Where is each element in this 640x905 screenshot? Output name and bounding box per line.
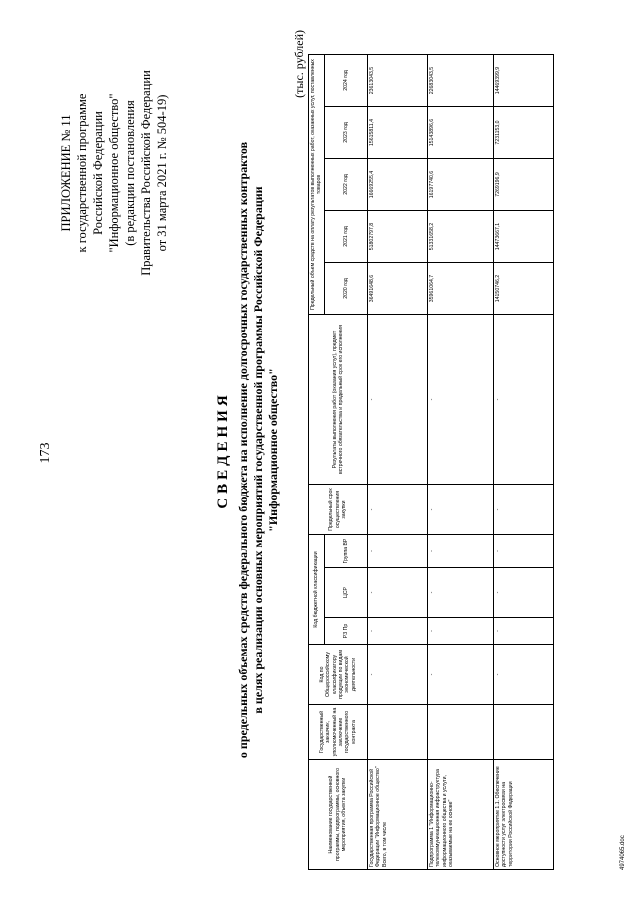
row-csr: - [427, 568, 493, 618]
header-okpd: Код по Общероссийскому классификатору продукции по видам экономической деятельности [309, 645, 368, 705]
appendix-header [58, 23, 170, 323]
header-results: Результаты выполнения работ (оказания услуг), предмет встречного обязательства и предельный срок его исполнения [309, 315, 368, 485]
row-value-2020: 36491648,6 [367, 263, 427, 315]
appendix-line: к государственной программе [75, 93, 89, 253]
title-line: в целях реализации основных мероприятий государственной программы Российской Федерации [251, 186, 265, 714]
row-okpd: - [493, 645, 553, 705]
table-row [427, 55, 493, 870]
header-year-2023: 2023 год [324, 107, 367, 159]
row-name: Государственная программа Российской Федерации "Информационное общество" Всего, в том числе [367, 760, 427, 870]
title-line: "Информационное общество" [266, 368, 280, 532]
title-line: о предельных объемах средств федерального бюджета на исполнение долгосрочных государственных контрактов [236, 141, 250, 759]
row-rz: - [427, 618, 493, 645]
row-customer [493, 705, 553, 760]
header-rz: РЗ Пр [324, 618, 367, 645]
row-results: - [493, 315, 553, 485]
row-deadline: - [493, 485, 553, 535]
row-okpd: - [427, 645, 493, 705]
page-number: 173 [38, 442, 53, 464]
title-body [236, 105, 281, 795]
row-value-2020: 35961064,7 [427, 263, 493, 315]
header-vr: Группа ВР [324, 535, 367, 568]
row-okpd: - [367, 645, 427, 705]
table-row [367, 55, 427, 870]
row-vr: - [367, 535, 427, 568]
row-rz: - [367, 618, 427, 645]
row-value-2021: 51802797,8 [367, 211, 427, 263]
row-value-2024: 22683043,5 [427, 55, 493, 107]
header-volume: Предельный объем средств на оплату результатов выполненных работ, оказанных услуг, поставленных товаров [309, 55, 325, 315]
row-value-2023: 15615811,4 [367, 107, 427, 159]
row-value-2024: 23613043,5 [367, 55, 427, 107]
header-name: Наименование государственной программы, подпрограммы, основного мероприятия, объекта закупки [309, 760, 368, 870]
appendix-line: Правительства Российской Федерации [139, 70, 153, 276]
row-value-2022: 16197740,6 [427, 159, 493, 211]
row-customer [427, 705, 493, 760]
row-value-2022: 16669255,4 [367, 159, 427, 211]
header-year-2024: 2024 год [324, 55, 367, 107]
row-deadline: - [367, 485, 427, 535]
row-name: Подпрограмма 1 "Информационно-телекоммуникационная инфраструктура информационного общества и услуги, оказываемые на ее основе" [427, 760, 493, 870]
row-customer [367, 705, 427, 760]
row-rz: - [493, 618, 553, 645]
document-reference: 4974065.doc [620, 835, 626, 870]
row-name: Основное мероприятие 1.1. Обеспечение доступности услуг электросвязи на территории Российской Федерации [493, 760, 553, 870]
header-year-2022: 2022 год [324, 159, 367, 211]
header-customer: Государственный заказчик, уполномоченный на заключение государственного контракта [309, 705, 368, 760]
appendix-line: Российской Федерации [91, 111, 105, 235]
header-csr: ЦСР [324, 568, 367, 618]
header-year-2020: 2020 год [324, 263, 367, 315]
appendix-line: от 31 марта 2021 г. № 504-19) [155, 94, 169, 252]
header-budget-code: Код бюджетной классификации [309, 535, 325, 645]
row-value-2023: 7231153,0 [493, 107, 553, 159]
header-deadline: Предельный срок осуществления закупки [309, 485, 368, 535]
appendix-line: "Информационное общество" [107, 93, 121, 253]
row-vr: - [493, 535, 553, 568]
contracts-table [308, 54, 554, 870]
title-heading: СВЕДЕНИЯ [215, 391, 231, 509]
header-year-2021: 2021 год [324, 211, 367, 263]
row-value-2024: 14469399,9 [493, 55, 553, 107]
row-value-2020: 14150746,2 [493, 263, 553, 315]
document-title [215, 105, 281, 795]
row-deadline: - [427, 485, 493, 535]
row-vr: - [427, 535, 493, 568]
units-note: (тыс. рублей) [292, 30, 306, 98]
row-results: - [367, 315, 427, 485]
row-csr: - [367, 568, 427, 618]
row-csr: - [493, 568, 553, 618]
row-value-2022: 7269196,9 [493, 159, 553, 211]
table-row [493, 55, 553, 870]
row-value-2023: 15143896,6 [427, 107, 493, 159]
row-value-2021: 51331658,2 [427, 211, 493, 263]
row-results: - [427, 315, 493, 485]
appendix-line: (в редакции постановления [123, 100, 137, 246]
appendix-line: ПРИЛОЖЕНИЕ № 11 [59, 114, 73, 232]
row-value-2021: 14473667,1 [493, 211, 553, 263]
